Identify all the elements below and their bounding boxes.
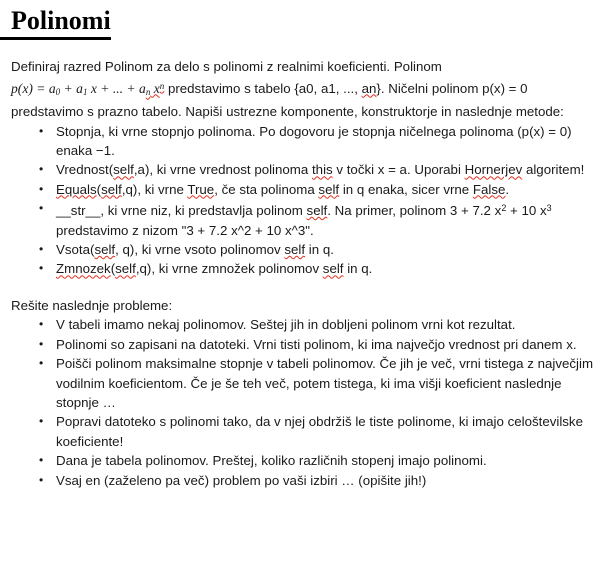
text-run: , q), ki vrne vsoto polinomov — [115, 242, 285, 257]
intro-paragraph — [0, 42, 610, 122]
text-run: , če sta polinoma — [214, 181, 319, 197]
text-run: Vrednost( — [56, 162, 114, 178]
misspelled-token: this — [311, 162, 333, 178]
formula-plus-a1: + a — [60, 80, 83, 96]
method-list-item — [0, 180, 610, 199]
text-run: . — [505, 181, 510, 197]
formula-sub-1: 1 — [82, 86, 88, 97]
methods-list — [0, 122, 610, 279]
formula-sup-n: n — [159, 80, 165, 91]
text-run: ,q), ki vrne zmnožek polinomov — [135, 261, 323, 277]
text-run: . Na primer, polinom 3 + 7.2 x — [327, 203, 502, 219]
text-run: predstavimo z nizom "3 + 7.2 x^2 + 10 x^3". — [56, 222, 314, 238]
formula-sub-0: 0 — [55, 86, 61, 97]
method-list-item — [0, 160, 610, 179]
text-run: ( — [110, 261, 116, 277]
misspelled-token: Hornerjev — [464, 162, 523, 178]
misspelled-token: self — [306, 203, 328, 219]
misspelled-token: self — [115, 261, 136, 277]
method-list-item — [0, 199, 610, 240]
misspelled-token: False — [472, 181, 506, 197]
intro-text-tail: }. Ničelni polinom p(x) = 0 predstavimo s prazno tabelo. Napiši ustrezne komponente, konstruktorje in naslednje metode: — [11, 80, 564, 120]
text-run: Vsota( — [56, 242, 95, 257]
misspelled-token: self — [113, 162, 134, 178]
problem-list-item — [0, 315, 610, 334]
exponent: 3 — [546, 203, 552, 214]
formula-px: p(x) = a — [11, 80, 56, 96]
problem-list-item — [0, 451, 610, 470]
problem-text: Poišči polinom maksimalne stopnje v tabeli polinomov. Če jih je več, vrni tistega z največjim vodilnim koeficientom. Če je še teh več, potem tistega, ki ima višji koeficient naslednje stopnje … — [56, 356, 594, 410]
misspelled-token: self — [318, 181, 340, 197]
problem-text: Polinomi so zapisani na datoteki. Vrni tisti polinom, ki ima največjo vrednost pri danem x. — [56, 336, 577, 352]
problem-text: Vsaj en (zaželeno pa več) problem po vaši izbiri … (opišite jih!) — [56, 472, 427, 488]
text-run: Stopnja, ki vrne stopnjo polinoma. Po dogovoru je stopnja ničelnega polinoma (p(x) = 0) enaka −1. — [56, 123, 572, 158]
intro-text-after-formula: predstavimo s tabelo {a0, a1, ..., — [164, 80, 362, 96]
text-run: in q. — [305, 242, 334, 257]
misspelled-token: Equals — [56, 181, 97, 197]
text-run: v točki x = a. Uporabi — [332, 162, 465, 178]
misspelled-token: True — [187, 181, 215, 197]
misspelled-token: Zmnozek — [56, 261, 111, 277]
misspelled-token: self — [101, 181, 122, 197]
text-run: in q. — [343, 261, 373, 277]
text-run: ( — [96, 181, 102, 197]
page-title: Polinomi — [0, 0, 111, 40]
method-list-item — [0, 240, 610, 259]
text-run: ,a), ki vrne vrednost polinoma — [133, 162, 312, 178]
formula-x-term: x — [150, 80, 160, 96]
misspelled-token: self — [94, 242, 116, 257]
text-run: + 10 x — [506, 203, 547, 219]
problem-text: Popravi datoteko s polinomi tako, da v njej obdržiš le tiste polinome, ki imajo celoštevilske koeficiente! — [56, 414, 583, 449]
text-run: algoritem! — [522, 162, 585, 178]
misspelled-token: self — [322, 261, 344, 277]
text-run: , ki vrne niz, ki predstavlja polinom — [100, 203, 307, 219]
problem-text: V tabeli imamo nekaj polinomov. Seštej jih in dobljeni polinom vrni kot rezultat. — [56, 317, 516, 333]
problems-heading: Rešite naslednje probleme: — [11, 297, 173, 313]
problem-list-item — [0, 412, 610, 451]
intro-an-token: an — [361, 80, 377, 96]
text-run: __str__ — [56, 203, 101, 219]
formula-sub-n: n — [145, 86, 151, 97]
misspelled-token: self — [284, 242, 306, 257]
method-list-item — [0, 122, 610, 161]
method-list-item — [0, 259, 610, 278]
problem-text: Dana je tabela polinomov. Preštej, koliko različnih stopenj imajo polinomi. — [56, 453, 487, 469]
problem-list-item — [0, 471, 610, 490]
problem-list-item — [0, 335, 610, 354]
intro-text-lead: Definiraj razred Polinom za delo s polinomi z realnimi koeficienti. Polinom — [11, 59, 442, 74]
polynomial-formula — [11, 81, 164, 96]
text-run: ,q), ki vrne — [121, 181, 188, 197]
title-container — [0, 0, 610, 42]
problems-list — [0, 315, 610, 490]
exponent: 2 — [501, 203, 507, 214]
problem-list-item — [0, 354, 610, 412]
text-run: in q enaka, sicer vrne — [339, 181, 473, 197]
formula-x-ellipsis: x + ... + a — [87, 80, 146, 96]
